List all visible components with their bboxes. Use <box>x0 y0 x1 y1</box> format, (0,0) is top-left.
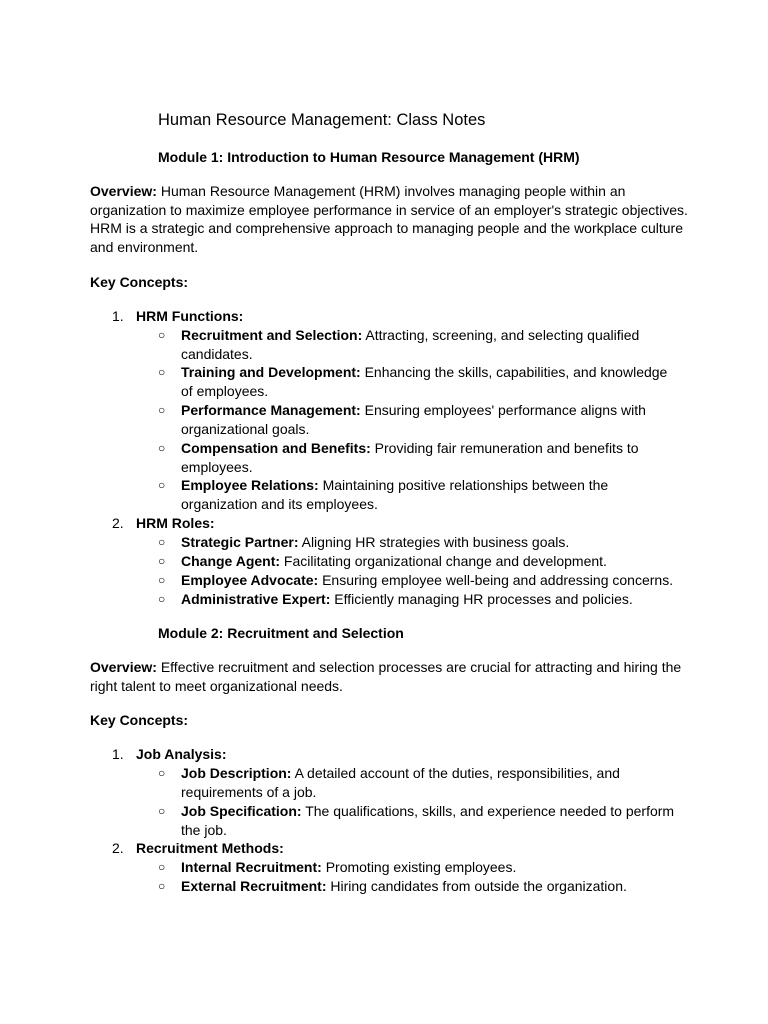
bullet-icon: ○ <box>158 365 166 379</box>
bullet-icon: ○ <box>158 879 166 893</box>
list-item: 1. HRM Functions: <box>112 308 244 324</box>
list-item: ○ Job Description: A detailed account of the duties, responsibilities, and requirements of a job. <box>158 765 620 800</box>
bullet-icon: ○ <box>158 766 166 780</box>
overview-label: Overview: <box>90 183 157 199</box>
list-item: 2. HRM Roles: <box>112 515 215 531</box>
list-item: ○ Employee Advocate: Ensuring employee well-being and addressing concerns. <box>158 572 674 588</box>
overview-label: Overview: <box>90 659 157 675</box>
bullet-icon: ○ <box>158 554 166 568</box>
list-item: ○ Internal Recruitment: Promoting existing employees. <box>158 859 517 875</box>
list-item: ○ Strategic Partner: Aligning HR strategies with business goals. <box>158 534 570 550</box>
module-2-heading: Module 2: Recruitment and Selection <box>158 625 404 641</box>
bullet-icon: ○ <box>158 592 166 606</box>
overview-text: Human Resource Management (HRM) involves managing people within an organization to maximize employee performance in service of an employer's strategic objectives. HRM is a strategic and comprehensive approach to managing people and the workplace culture and environment. <box>90 183 688 256</box>
overview-text: Effective recruitment and selection processes are crucial for attracting and hiring the right talent to meet organizational needs. <box>90 659 682 694</box>
bullet-icon: ○ <box>158 328 166 342</box>
module-2-key-concepts: Key Concepts: <box>90 712 189 728</box>
list-item: ○ External Recruitment: Hiring candidates from outside the organization. <box>158 878 627 894</box>
list-item: ○ Compensation and Benefits: Providing fair remuneration and benefits to employees. <box>158 440 639 475</box>
bullet-icon: ○ <box>158 403 166 417</box>
list-item: ○ Performance Management: Ensuring employees' performance aligns with organizational goals. <box>158 402 646 437</box>
list-item: 1. Job Analysis: <box>112 746 227 762</box>
module-1-heading: Module 1: Introduction to Human Resource Management (HRM) <box>158 149 580 165</box>
list-item: ○ Change Agent: Facilitating organizational change and development. <box>158 553 607 569</box>
document-title: Human Resource Management: Class Notes <box>158 111 486 129</box>
bullet-icon: ○ <box>158 478 166 492</box>
bullet-icon: ○ <box>158 860 166 874</box>
bullet-icon: ○ <box>158 441 166 455</box>
module-1-key-concepts: Key Concepts: <box>90 274 189 290</box>
list-item: ○ Training and Development: Enhancing the skills, capabilities, and knowledge of employees. <box>158 364 668 399</box>
bullet-icon: ○ <box>158 573 166 587</box>
bullet-icon: ○ <box>158 804 166 818</box>
module-1-overview <box>90 182 690 257</box>
module-2-overview <box>90 658 690 695</box>
list-item: 2. Recruitment Methods: <box>112 840 284 856</box>
list-item: ○ Administrative Expert: Efficiently managing HR processes and policies. <box>158 591 633 607</box>
list-item: ○ Employee Relations: Maintaining positive relationships between the organization and its employees. <box>158 477 609 512</box>
list-item: ○ Job Specification: The qualifications, skills, and experience needed to perform the job. <box>158 803 675 838</box>
list-item: ○ Recruitment and Selection: Attracting, screening, and selecting qualified candidates. <box>158 327 640 362</box>
bullet-icon: ○ <box>158 535 166 549</box>
